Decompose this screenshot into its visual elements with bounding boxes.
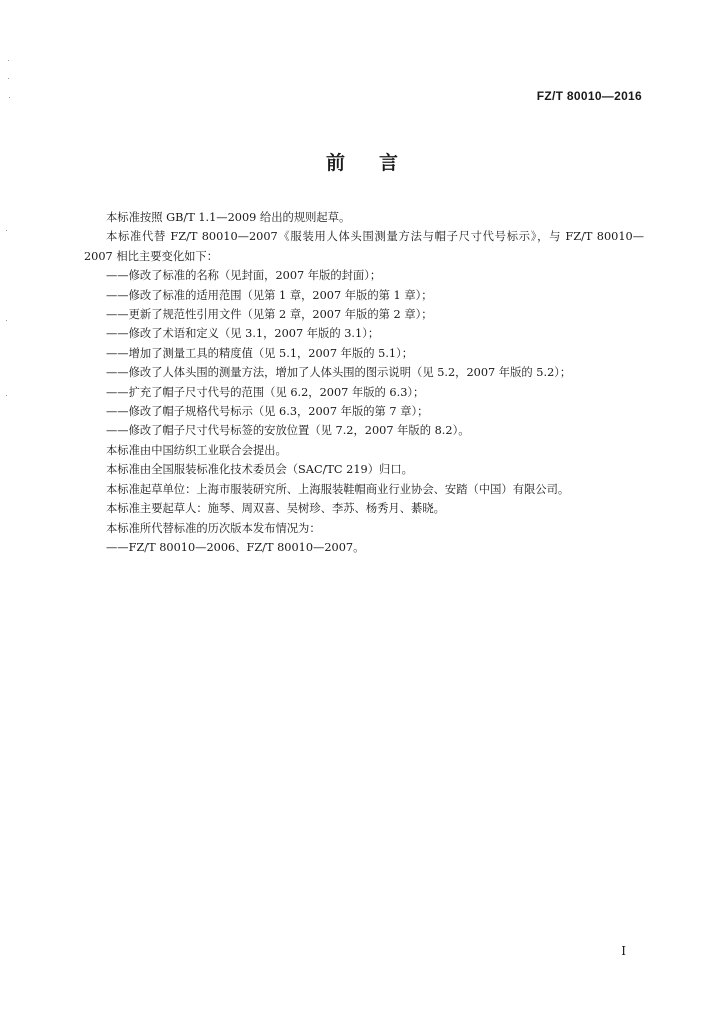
scan-speck	[9, 97, 10, 98]
scan-speck	[6, 320, 7, 321]
change-item: ——修改了帽子尺寸代号标签的安放位置（见 7.2，2007 年版的 8.2）。	[106, 424, 470, 438]
history-item: ——FZ/T 80010—2006、FZ/T 80010—2007。	[106, 540, 365, 554]
change-item: ——修改了帽子规格代号标示（见 6.3，2007 年版的第 7 章）；	[106, 405, 429, 419]
standard-code: FZ/T 80010—2016	[536, 89, 642, 103]
change-item: ——更新了规范性引用文件（见第 2 章，2007 年版的第 2 章）；	[106, 308, 433, 322]
proposer-paragraph: 本标准由中国纺织工业联合会提出。	[106, 443, 287, 457]
drafting-units-paragraph: 本标准起草单位：上海市服装研究所、上海服装鞋帽商业行业协会、安踏（中国）有限公司。	[106, 482, 570, 496]
intro-paragraph: 本标准按照 GB/T 1.1—2009 给出的规则起草。	[106, 211, 351, 224]
history-intro-paragraph: 本标准所代替标准的历次版本发布情况为：	[106, 521, 321, 535]
change-item: ——增加了测量工具的精度值（见 5.1，2007 年版的 5.1）；	[106, 346, 414, 360]
change-item: ——扩充了帽子尺寸代号的范围（见 6.2，2007 年版的 6.3）；	[106, 385, 425, 399]
scan-speck	[8, 78, 9, 79]
change-item: ——修改了术语和定义（见 3.1，2007 年版的 3.1）；	[106, 327, 380, 341]
scan-speck	[6, 230, 7, 231]
change-item: ——修改了标准的适用范围（见第 1 章，2007 年版的第 1 章）；	[106, 288, 433, 302]
foreword-body	[84, 208, 644, 557]
section-title: 前言	[325, 152, 432, 174]
scan-speck	[6, 395, 7, 396]
committee-paragraph: 本标准由全国服装标准化技术委员会（SAC/TC 219）归口。	[106, 463, 413, 477]
history-list	[84, 538, 644, 557]
scan-speck	[8, 60, 9, 61]
changes-list	[84, 266, 644, 441]
replace-statement: 本标准代替 FZ/T 80010—2007《服装用人体头围测量方法与帽子尺寸代号标示》，与 FZ/T 80010—2007 相比主要变化如下：	[84, 230, 644, 263]
change-item: ——修改了人体头围的测量方法，增加了人体头围的图示说明（见 5.2，2007 年版的 5.2）；	[106, 366, 572, 380]
change-item: ——修改了标准的名称（见封面，2007 年版的封面）；	[106, 269, 382, 283]
drafters-paragraph: 本标准主要起草人：施琴、周双喜、吴树珍、李苏、杨秀月、綦晓。	[106, 502, 445, 516]
page-number: I	[621, 944, 626, 958]
